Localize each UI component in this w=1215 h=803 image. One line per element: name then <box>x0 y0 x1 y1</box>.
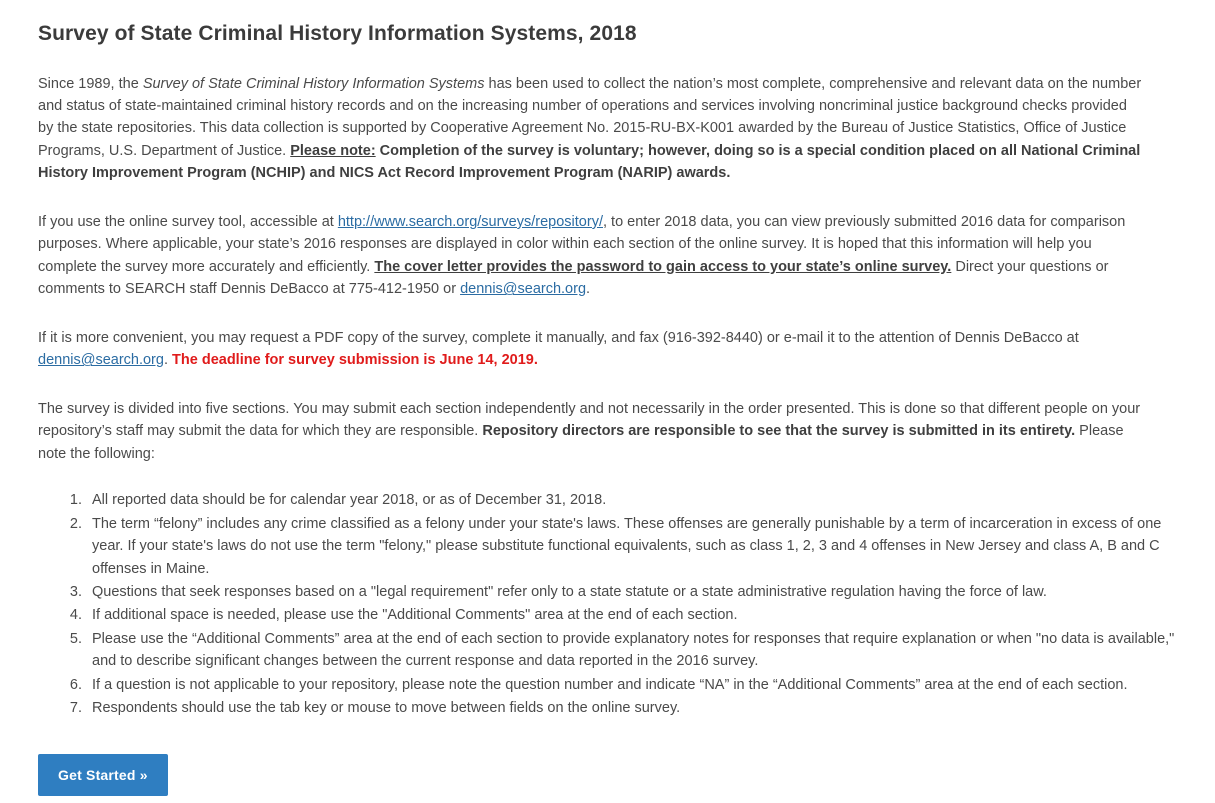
survey-tool-link[interactable]: http://www.search.org/surveys/repository/ <box>337 213 603 230</box>
action-bar <box>38 754 1177 796</box>
please-note-label: Please note: <box>290 142 376 159</box>
online-tool-text-4: . <box>586 281 591 298</box>
list-item: 2. The term “felony” includes any crime classified as a felony under your state's laws. These offenses are generally punishable by a term of incarceration in excess of one year. If your state's laws do not use the term "felony," please substitute functional equivalents, such as class 1, 2, 3 and 4 offenses in New Jersey and class A, B and C offenses in Maine. <box>86 513 1177 580</box>
sections-text-1: The survey is divided into five sections. You may submit each section independently and not necessarily in the order presented. This is done so that different people on your repository’s staff may submit the data for which they are responsible. <box>38 400 1141 440</box>
list-item: 1. All reported data should be for calendar year 2018, or as of December 31, 2018. <box>86 489 1177 511</box>
sections-paragraph <box>38 398 1143 465</box>
sections-text-2: Please note the following: <box>38 423 1124 462</box>
pdf-option-text-2: . <box>163 352 173 369</box>
intro-paragraph <box>38 73 1143 185</box>
notes-list <box>38 489 1177 720</box>
list-item: 4. If additional space is needed, please use the "Additional Comments" area at the end of each section. <box>86 604 1177 626</box>
voluntary-notice: Completion of the survey is voluntary; however, doing so is a special condition placed on all National Criminal History Improvement Program (NCHIP) and NICS Act Record Improvement Program (NARIP) awards. <box>38 142 1141 182</box>
online-tool-paragraph <box>38 211 1143 301</box>
intro-text-2: has been used to collect the nation’s most complete, comprehensive and relevant data on the number and status of state-maintained criminal history records and on the increasing number of operations and services involving noncriminal justice background checks provided by the state repositories. This data collection is supported by Cooperative Agreement No. 2015-RU-BX-K001 awarded by the Bureau of Justice Statistics, Office of Justice Programs, U.S. Department of Justice. <box>38 75 1142 159</box>
list-item: 3. Questions that seek responses based on a "legal requirement" refer only to a state statute or a state administrative regulation having the force of law. <box>86 581 1177 603</box>
list-item: 6. If a question is not applicable to your repository, please note the question number and indicate “NA” in the “Additional Comments” area at the end of each section. <box>86 674 1177 696</box>
director-responsibility-emphasis: Repository directors are responsible to see that the survey is submitted in its entirety. <box>482 423 1076 440</box>
list-item: 7. Respondents should use the tab key or mouse to move between fields on the online survey. <box>86 697 1177 719</box>
pdf-email-link[interactable]: dennis@search.org <box>38 352 164 369</box>
get-started-button[interactable]: Get Started » <box>38 754 168 796</box>
online-tool-text-2: , to enter 2018 data, you can view previously submitted 2016 data for comparison purposes. Where applicable, your state’s 2016 responses are displayed in color within each section of the online survey. It is hoped that this information will help you complete the survey more accurately and efficiently. <box>38 213 1126 275</box>
pdf-option-paragraph <box>38 327 1143 372</box>
list-item: 5. Please use the “Additional Comments” area at the end of each section to provide explanatory notes for responses that require explanation or when "no data is available," and to describe significant changes between the current response and data reported in the 2016 survey. <box>86 628 1177 673</box>
contact-email-link[interactable]: dennis@search.org <box>460 281 587 298</box>
survey-name-italic: Survey of State Criminal History Information Systems <box>142 75 485 92</box>
deadline-notice: The deadline for survey submission is June 14, 2019. <box>172 352 538 369</box>
online-tool-text-3: Direct your questions or comments to SEARCH staff Dennis DeBacco at 775-412-1950 or <box>38 258 1109 298</box>
online-tool-text-1: If you use the online survey tool, accessible at <box>38 213 338 230</box>
pdf-option-text-1: If it is more convenient, you may request a PDF copy of the survey, complete it manually, and fax (916-392-8440) or e-mail it to the attention of Dennis DeBacco at <box>38 329 1079 346</box>
intro-text-1: Since 1989, the <box>38 75 143 92</box>
page-title: Survey of State Criminal History Information Systems, 2018 <box>38 22 637 45</box>
cover-letter-emphasis: The cover letter provides the password to gain access to your state’s online survey. <box>374 258 952 275</box>
